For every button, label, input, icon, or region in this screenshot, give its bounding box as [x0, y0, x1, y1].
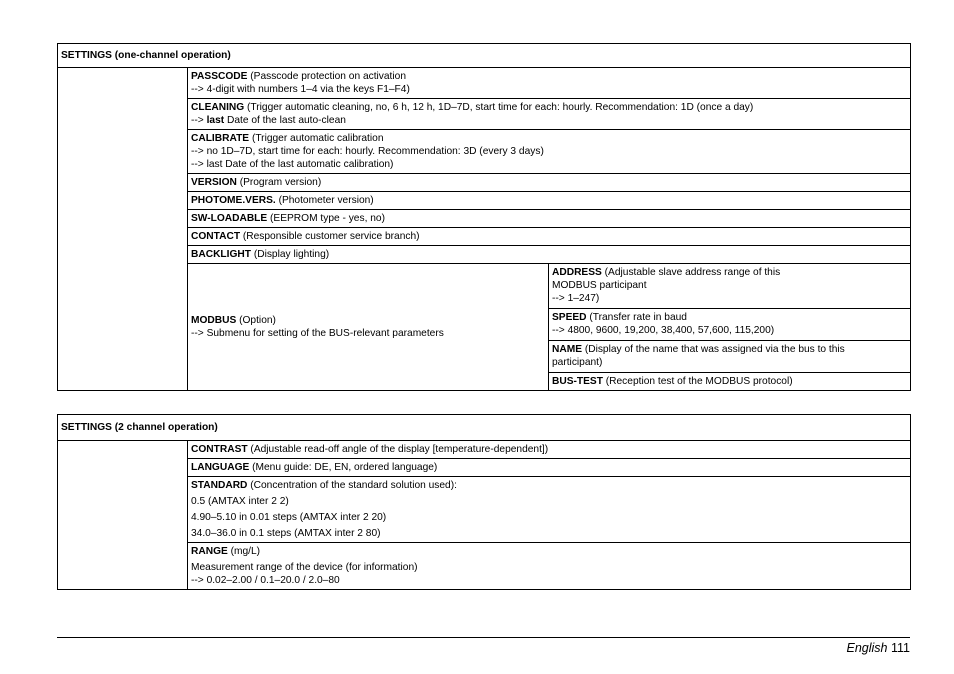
setting-desc: (Adjustable slave address range of this — [601, 267, 781, 278]
setting-key: CALIBRATE — [191, 133, 250, 144]
setting-desc: (Reception test of the MODBUS protocol) — [602, 376, 793, 387]
table-row — [188, 99, 911, 130]
setting-line-bold: last — [206, 115, 225, 126]
table-row — [188, 441, 911, 459]
setting-line: Measurement range of the device (for information) — [191, 562, 418, 573]
setting-line: --> 4800, 9600, 19,200, 38,400, 57,600, 115,200) — [552, 325, 775, 336]
setting-key: BUS-TEST — [552, 376, 603, 387]
setting-line: --> 4-digit with numbers 1–4 via the keys F1–F4) — [191, 84, 410, 95]
table-row — [188, 210, 911, 228]
setting-key: ADDRESS — [552, 267, 602, 278]
empty-first-column — [58, 441, 188, 590]
setting-key: VERSION — [191, 177, 237, 188]
setting-key: CLEANING — [191, 102, 245, 113]
setting-key: PASSCODE — [191, 71, 248, 82]
settings-two-channel-table — [57, 414, 911, 590]
setting-key: CONTRAST — [191, 444, 248, 455]
table-row — [549, 373, 910, 391]
setting-key: BACKLIGHT — [191, 249, 251, 260]
setting-key: SW-LOADABLE — [191, 213, 268, 224]
setting-key: SPEED — [552, 312, 587, 323]
modbus-sub-table — [549, 264, 910, 390]
table-row — [188, 459, 911, 477]
table-row — [188, 246, 911, 264]
setting-line: --> last Date of the last automatic calibration) — [191, 159, 394, 170]
setting-line: --> Submenu for setting of the BUS-relevant parameters — [191, 328, 444, 339]
setting-line: 34.0–36.0 in 0.1 steps (AMTAX inter 2 80) — [191, 528, 381, 539]
setting-key: MODBUS — [191, 315, 237, 326]
setting-key: RANGE — [191, 546, 228, 557]
table-row — [188, 477, 911, 543]
settings-one-channel-table — [57, 43, 911, 391]
table-header: SETTINGS (2 channel operation) — [58, 415, 911, 441]
setting-line: --> 0.02–2.00 / 0.1–20.0 / 2.0–80 — [191, 575, 340, 586]
setting-desc: (mg/L) — [227, 546, 261, 557]
setting-desc: (Menu guide: DE, EN, ordered language) — [249, 462, 438, 473]
setting-line: --> no 1D–7D, start time for each: hourly. Recommendation: 3D (every 3 days) — [191, 146, 544, 157]
setting-line: --> — [191, 115, 207, 126]
empty-first-column — [58, 68, 188, 391]
setting-desc: (Trigger automatic cleaning, no, 6 h, 12 h, 1D–7D, start time for each: hourly. Recommendation: 1D (once a day) — [244, 102, 754, 113]
setting-desc: (Trigger automatic calibration — [249, 133, 384, 144]
setting-line: Date of the last auto-clean — [224, 115, 346, 126]
setting-line: 4.90–5.10 in 0.01 steps (AMTAX inter 2 20) — [191, 512, 387, 523]
setting-desc: (EEPROM type - yes, no) — [267, 213, 385, 224]
page-footer — [847, 641, 911, 655]
page-number: 111 — [890, 641, 910, 655]
setting-desc: (Program version) — [236, 177, 322, 188]
setting-key: NAME — [552, 344, 582, 355]
table-row — [549, 264, 910, 309]
table-row — [188, 192, 911, 210]
setting-key: CONTACT — [191, 231, 241, 242]
setting-desc: (Display lighting) — [251, 249, 330, 260]
setting-line: participant) — [552, 357, 603, 368]
footer-language: English — [846, 641, 888, 655]
setting-desc: (Responsible customer service branch) — [240, 231, 420, 242]
table-row — [188, 130, 911, 174]
table-row — [188, 174, 911, 192]
setting-line: 0.5 (AMTAX inter 2 2) — [191, 496, 289, 507]
setting-line: MODBUS participant — [552, 280, 647, 291]
footer-divider — [57, 637, 910, 638]
table-header: SETTINGS (one-channel operation) — [58, 44, 911, 68]
table-row — [188, 68, 911, 99]
setting-desc: (Concentration of the standard solution used): — [247, 480, 457, 491]
table-row — [188, 228, 911, 246]
modbus-sub-cell — [549, 264, 911, 391]
setting-line: --> 1–247) — [552, 293, 600, 304]
setting-key: LANGUAGE — [191, 462, 250, 473]
modbus-cell — [188, 264, 549, 391]
setting-desc: (Adjustable read-off angle of the display [temperature-dependent]) — [247, 444, 549, 455]
table-row — [188, 543, 911, 590]
setting-desc: (Passcode protection on activation — [247, 71, 406, 82]
table-row — [549, 309, 910, 341]
setting-key: STANDARD — [191, 480, 248, 491]
setting-key: PHOTOME.VERS. — [191, 195, 276, 206]
setting-desc: (Photometer version) — [275, 195, 374, 206]
setting-desc: (Transfer rate in baud — [586, 312, 687, 323]
table-row — [549, 341, 910, 373]
setting-desc: (Display of the name that was assigned via the bus to this — [582, 344, 845, 355]
setting-desc: (Option) — [236, 315, 276, 326]
